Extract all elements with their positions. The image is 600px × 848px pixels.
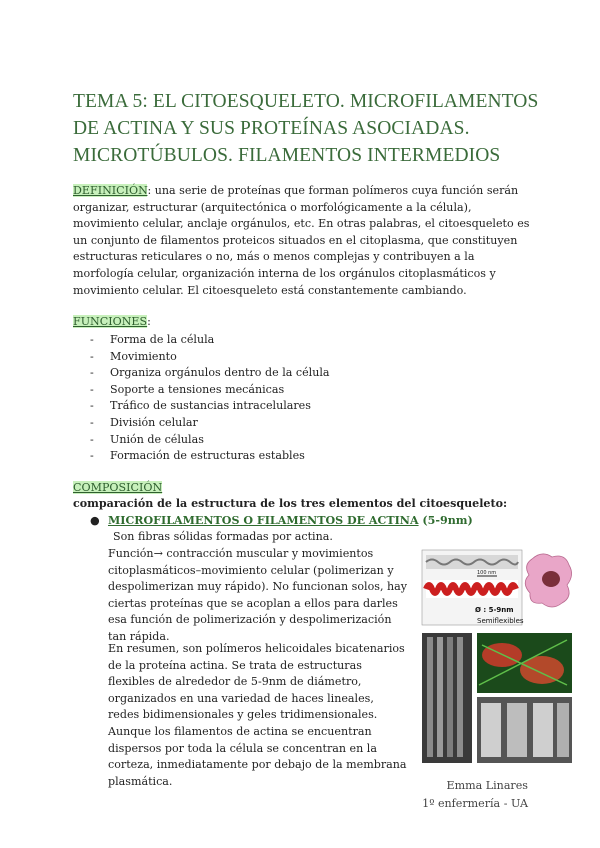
function-text: Función→ contracción muscular y movimientos citoplasmáticos–movimiento celular (polimerizan y despolimerizan muy rápido). No funcionan solos, hay ciertas proteínas que se acoplan a ellos para darles esa función de polimerización y despolimerización tan rápida. [108, 547, 408, 643]
composition-label: COMPOSICIÓN [73, 481, 163, 494]
composition-heading [73, 481, 162, 494]
summary-text: En resumen, son polímeros helicoidales bicatenarios de la proteína actina. Se trata de estructuras flexibles de alrededor de 5-9nm de diámetro, organizados en una variedad de haces lineales, redes bidimensionales y geles tridimensionales. Aunque los filamentos de actina se encuentran dispersos por toda la célula se concentran en la corteza, inmediatamente por debajo de la membrana plasmática. [108, 642, 407, 788]
definition-paragraph [73, 183, 535, 299]
functions-list [90, 332, 330, 465]
functions-colon: : [147, 315, 151, 328]
bullet-icon: ● [90, 514, 100, 527]
list-item: - Movimiento [90, 349, 177, 363]
footer-author: Emma Linares [446, 779, 528, 792]
list-item: - Tráfico de sustancias intracelulares [90, 399, 311, 413]
list-item: - División celular [90, 415, 198, 429]
fibers-text: Son fibras sólidas formadas por actina. [113, 530, 333, 543]
footer-course: 1º enfermería - UA [422, 797, 528, 810]
figure-caption: Semiflexibles [477, 617, 524, 625]
list-item: - Unión de células [90, 432, 204, 446]
actin-figure [417, 545, 577, 770]
list-item: - Forma de la célula [90, 333, 215, 346]
definition-text: : una serie de proteínas que forman polímeros cuya función serán organizar, estructurar (arquitectónica o morfológicamente a la célula), movimiento celular, anclaje orgánulos, etc. En otras palabras, el citoesqueleto es un conjunto de filamentos proteicos situados en el citoplasma, que constituyen estructuras reticulares o no, más o menos complejas y contribuyen a la morfología celular, organización interna de los orgánulos citoplasmáticos y movimiento celular. El citoesqueleto está constantemente cambiando. [73, 184, 530, 297]
diameter-label: Ø : 5-9nm [475, 606, 514, 614]
composition-subtitle: comparación de la estructura de los tres elementos del citoesqueleto: [73, 497, 508, 510]
microfilaments-title: MICROFILAMENTOS O FILAMENTOS DE ACTINA (5-9nm) [108, 514, 473, 527]
functions-heading [73, 315, 151, 328]
list-item: - Organiza orgánulos dentro de la célula [90, 366, 330, 380]
list-item: - Soporte a tensiones mecánicas [90, 382, 285, 396]
definition-label: DEFINICIÓN [73, 184, 148, 197]
functions-label: FUNCIONES [73, 315, 148, 328]
page-title: TEMA 5: EL CITOESQUELETO. MICROFILAMENTOS DE ACTINA Y SUS PROTEÍNAS ASOCIADAS. MICROTÚBULOS. FILAMENTOS INTERMEDIOS [73, 91, 539, 166]
scale-label: 100 nm [477, 570, 497, 576]
list-item: - Formación de estructuras estables [90, 449, 305, 463]
